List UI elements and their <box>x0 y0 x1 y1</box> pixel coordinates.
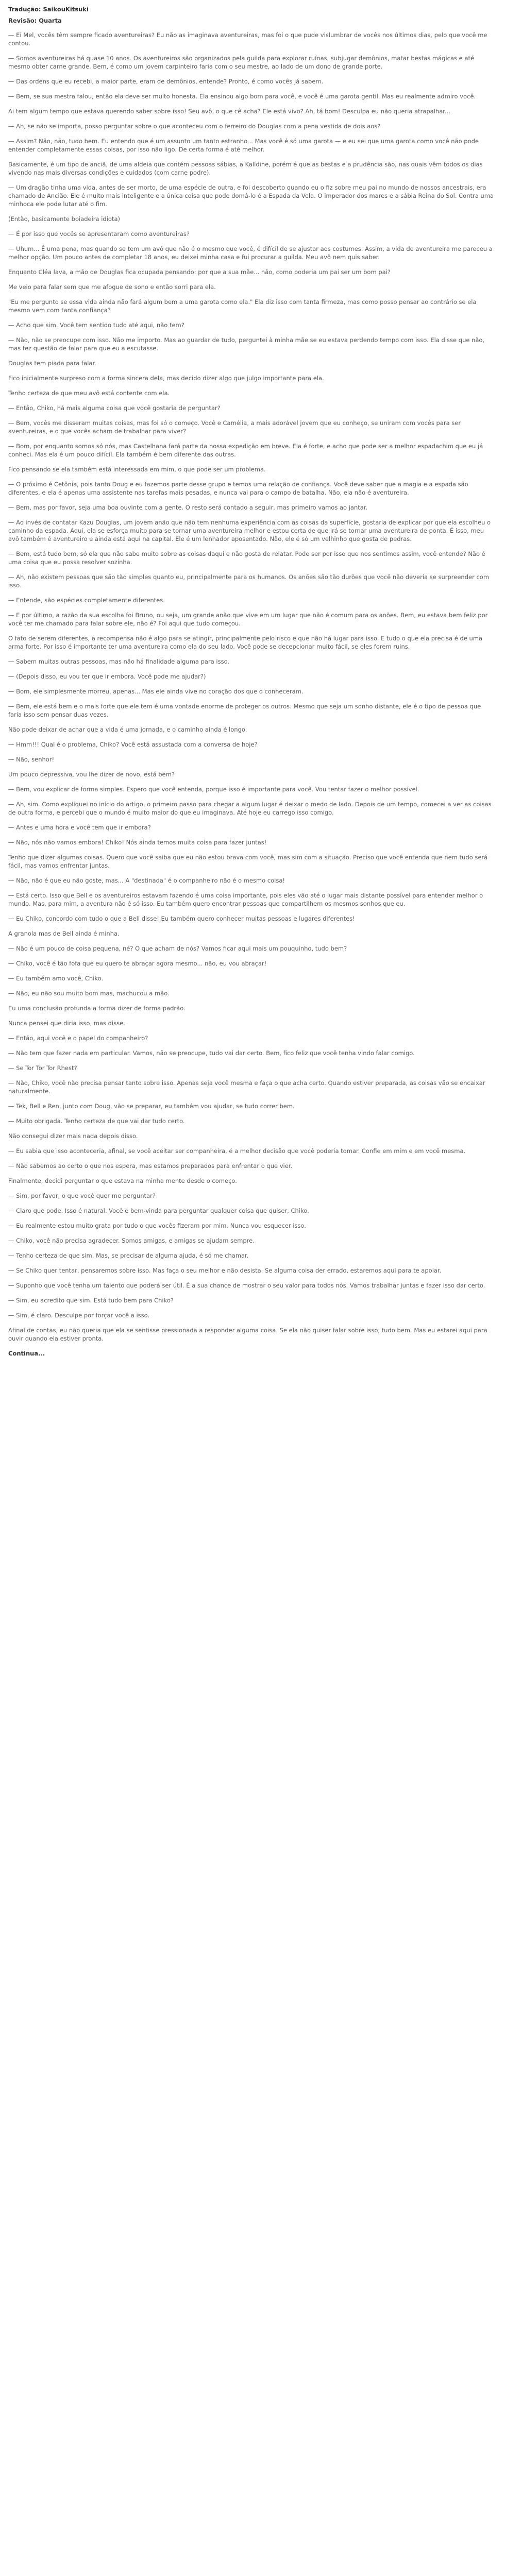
paragraph: Me veio para falar sem que me afogue de sono e então sorri para ela. <box>8 283 216 291</box>
paragraph: — Ah, não existem pessoas que são tão simples quanto eu, principalmente para os humanos. Os anões são tão durões que você não deveria se surpreender com isso. <box>8 573 490 589</box>
paragraph: — Bem, mas por favor, seja uma boa ouvinte com a gente. O resto será contado a seguir, mas primeiro vamos ao jantar. <box>8 504 368 511</box>
review-credit: Revisão: Quarta <box>8 17 62 24</box>
paragraph: — Não é um pouco de coisa pequena, né? O que acham de nós? Vamos ficar aqui mais um pouquinho, tudo bem? <box>8 945 347 952</box>
paragraph: — Somos aventureiras há quase 10 anos. Os aventureiros são organizados pela guilda para explorar ruínas, subjugar demônios, matar bestas mágicas e até mesmo obter carne grande. Bem, é como um jovem carpinteiro faria com o seu mestre, ao lado de um dono de grande porte. <box>8 55 475 70</box>
paragraph: — Assim? Não, não, tudo bem. Eu entendo que é um assunto um tanto estranho... Mas você é só uma garota — e eu sei que uma garota como você não pode entender completamente essas coisas, por isso não ligo. De certa forma é até melhor. <box>8 138 479 153</box>
translation-credit: Tradução: SaikouKitsuki <box>8 6 89 13</box>
paragraph: — Não, Chiko, você não precisa pensar tanto sobre isso. Apenas seja você mesma e faça o que acha certo. Quando estiver preparada, as coisas vão se encaixar naturalmente. <box>8 1079 485 1095</box>
paragraph: — Tek, Bell e Ren, junto com Doug, vão se preparar, eu também vou ajudar, se tudo correr bem. <box>8 1103 295 1110</box>
paragraph: — Se Tor Tor Tor Rhest? <box>8 1064 77 1072</box>
paragraph: — Sim, eu acredito que sim. Está tudo bem para Chiko? <box>8 1297 174 1304</box>
paragraph: Afinal de contas, eu não queria que ela se sentisse pressionada a responder alguma coisa. Se ela não quiser falar sobre isso, tudo bem. Mas eu estarei aqui para ouvir quando ela estiver pronta. <box>8 1327 487 1342</box>
paragraph: — Não tem que fazer nada em particular. Vamos, não se preocupe, tudo vai dar certo. Bem, fico feliz que você tenha vindo falar comigo. <box>8 1049 415 1057</box>
paragraph: Nunca pensei que diria isso, mas disse. <box>8 1020 125 1027</box>
paragraph: Fico inicialmente surpreso com a forma sincera dela, mas decido dizer algo que julgo importante para ela. <box>8 375 324 382</box>
paragraph: Não consegui dizer mais nada depois disso. <box>8 1132 138 1140</box>
paragraph: Finalmente, decidi perguntar o que estava na minha mente desde o começo. <box>8 1177 237 1184</box>
paragraph: — Eu sabia que isso aconteceria, afinal, se você aceitar ser companheira, é a melhor decisão que você poderia tomar. Confie em mim e em você mesma. <box>8 1147 466 1155</box>
paragraph: — Bem, vocês me disseram muitas coisas, mas foi só o começo. Você e Camélia, a mais adorável jovem que eu conheço, se uniram com vocês para ser aventureiras, e o que vocês acham de trabalhar para viver? <box>8 419 461 435</box>
paragraph: — Não sabemos ao certo o que nos espera, mas estamos preparados para enfrentar o que vier. <box>8 1162 293 1170</box>
paragraph: — Uhum... É uma pena, mas quando se tem um avô que não é o mesmo que você, é difícil de se ajustar aos costumes. Assim, a vida de aventureira me pareceu a melhor opção. Um pouco antes de completar 18 anos, eu deixei minha casa e fui procurar a guilda. Meu avô nem quis saber. <box>8 245 493 261</box>
paragraph: — Bom, por enquanto somos só nós, mas Castelhana fará parte da nossa expedição em breve. Ela é forte, e acho que pode ser a melhor espadachim que eu já conheci. Mas ela é um pouco difícil. Ela também é bem diferente das outras. <box>8 443 483 458</box>
paragraph: — Bem, se sua mestra falou, então ela deve ser muito honesta. Ela ensinou algo bom para você, e você é uma garota gentil. Mas eu realmente admiro você. <box>8 93 476 100</box>
paragraph: — Então, aqui você e o papel do companheiro? <box>8 1035 148 1042</box>
paragraph: — Bem, ele está bem e o mais forte que ele tem é uma vontade enorme de proteger os outros. Mesmo que seja um sonho distante, ele é o tipo de pessoa que faria isso sem pensar duas vezes. <box>8 703 481 718</box>
paragraph: Enquanto Cléa lava, a mão de Douglas fica ocupada pensando: por que a sua mãe... não, como poderia um pai ser um bom pai? <box>8 268 391 276</box>
paragraph: — Ah, sim. Como expliquei no início do artigo, o primeiro passo para chegar a algum lugar é deixar o medo de lado. Depois de um tempo, comecei a ver as coisas de outra forma, e percebi que o mundo é muito maior do que eu imaginava. Até hoje eu carrego isso comigo. <box>8 801 492 816</box>
paragraph: — Ei Mel, vocês têm sempre ficado aventureiras? Eu não as imaginava aventureiras, mas foi o que pude vislumbrar de vocês nos últimos dias, pelo que você me contou. <box>8 31 487 47</box>
paragraph: — Não, senhor! <box>8 756 55 763</box>
paragraph: — Então, Chiko, há mais alguma coisa que você gostaria de perguntar? <box>8 404 221 412</box>
paragraph: — Bem, está tudo bem, só ela que não sabe muito sobre as coisas daqui e não gosta de relatar. Pode ser por isso que nos sentimos assim, você entende? Não é uma coisa que eu possa resolver sozinha. <box>8 550 485 566</box>
paragraph: Tenho certeza de que meu avô está contente com ela. <box>8 389 170 397</box>
paragraph: — Muito obrigada. Tenho certeza de que vai dar tudo certo. <box>8 1117 185 1125</box>
paragraph: Basicamente, é um tipo de anciã, de uma aldeia que contém pessoas sábias, a Kalídine, porém é que as bestas e a prudência são, nas quais vêm todos os dias vivendo nas mais diversas condições e cuidados (com carne podre). <box>8 161 483 176</box>
paragraph: — Sabem muitas outras pessoas, mas não há finalidade alguma para isso. <box>8 658 230 665</box>
paragraph: — Entende, são espécies completamente diferentes. <box>8 597 165 604</box>
paragraph: — Bem, vou explicar de forma simples. Espero que você entenda, porque isso é importante para você. Vou tentar fazer o melhor possível. <box>8 786 419 793</box>
paragraph: — Acho que sim. Você tem sentido tudo até aqui, não tem? <box>8 321 184 329</box>
paragraph: — Antes e uma hora e você tem que ir embora? <box>8 824 151 831</box>
paragraph: — Um dragão tinha uma vida, antes de ser morto, de uma espécie de outra, e foi descoberto quando eu o fiz sobre meu pai no mundo de nossos ancestrais, era chamado de Ancião. Ele é muito mais inteligente e a única coisa que pode domá-lo é a Espada da Vela. O imperador dos mares e a sábia Reina do Sol. Contra uma minhoca ele pode lutar até o fim. <box>8 184 494 208</box>
continue-footer: Continua... <box>8 1350 45 1357</box>
paragraph: — E por último, a razão da sua escolha foi Bruno, ou seja, um grande anão que vive em um lugar que não é comum para os anões. Bem, eu estava bem feliz por você ter me chamado para falar sobre ele, não é? Foi aqui que tudo começou. <box>8 612 488 627</box>
paragraph: Douglas tem piada para falar. <box>8 360 96 367</box>
paragraph: — Hmm!!! Qual é o problema, Chiko? Você está assustada com a conversa de hoje? <box>8 741 258 748</box>
paragraph: — Ah, se não se importa, posso perguntar sobre o que aconteceu com o ferreiro do Douglas com a pena vestida de dois aos? <box>8 123 381 130</box>
paragraph: — Das ordens que eu recebi, a maior parte, eram de demônios, entende? Pronto, é como vocês já sabem. <box>8 78 324 85</box>
paragraph: — Está certo. Isso que Bell e os aventureiros estavam fazendo é uma coisa importante, pois eles vão até o lugar mais distante possível para entender melhor o mundo. Mas, para mim, a aventura não é só isso. Eu também quero encontrar pessoas que compartilhem os mesmos sonhos que eu. <box>8 892 483 907</box>
paragraph: Um pouco depressiva, vou lhe dizer de novo, está bem? <box>8 771 175 778</box>
paragraph: — Não, não se preocupe com isso. Não me importo. Mas ao guardar de tudo, perguntei à minha mãe se eu estava perdendo tempo com isso. Ela disse que não, mas fez questão de falar para que eu a escutasse. <box>8 336 485 352</box>
paragraph: — Chiko, você não precisa agradecer. Somos amigas, e amigas se ajudam sempre. <box>8 1237 255 1244</box>
paragraph: O fato de serem diferentes, a recompensa não é algo para se atingir, principalmente pelo risco e que não há lugar para isso. E tudo o que ela precisa é de uma arma forte. Por isso é importante ter uma aventureira como ela do seu lado. Você pode se decepcionar muito fácil, se eles forem ruins. <box>8 635 483 650</box>
paragraph: — Não, nós não vamos embora! Chiko! Nós ainda temos muita coisa para fazer juntas! <box>8 839 267 846</box>
paragraph: — Suponho que você tenha um talento que poderá ser útil. É a sua chance de mostrar o seu valor para todos nós. Vamos trabalhar juntas e fazer isso dar certo. <box>8 1282 485 1289</box>
paragraph: — Não, eu não sou muito bom mas, machucou a mão. <box>8 990 170 997</box>
document-body <box>8 31 494 1343</box>
paragraph: Ai tem algum tempo que estava querendo saber sobre isso! Seu avô, o que cê acha? Ele está vivo? Ah, tá bom! Desculpa eu não queria atrapalhar... <box>8 108 450 115</box>
paragraph: "Eu me pergunto se essa vida ainda não fará algum bem a uma garota como ela." Ela diz isso com tanta firmeza, mas como posso pensar ao contrário se ela mesmo vem com tanta confiança? <box>8 298 477 314</box>
paragraph: — Bom, ele simplesmente morreu, apenas... Mas ele ainda vive no coração dos que o conheceram. <box>8 688 304 695</box>
paragraph: — (Depois disso, eu vou ter que ir embora. Você pode me ajudar?) <box>8 673 206 680</box>
paragraph: — Se Chiko quer tentar, pensaremos sobre isso. Mas faça o seu melhor e não desista. Se alguma coisa der errado, estaremos aqui para te apoiar. <box>8 1267 442 1274</box>
paragraph: — Sim, é claro. Desculpe por forçar você a isso. <box>8 1312 150 1319</box>
paragraph: (Então, basicamente boiadeira idiota) <box>8 215 121 223</box>
paragraph: Eu uma conclusão profunda a forma dizer de forma padrão. <box>8 1005 186 1012</box>
paragraph: — Não, não é que eu não goste, mas... A "destinada" é o companheiro não é o mesmo coisa! <box>8 877 285 884</box>
paragraph: — Sim, por favor, o que você quer me perguntar? <box>8 1192 156 1199</box>
paragraph: Tenho que dizer algumas coisas. Quero que você saiba que eu não estou brava com você, mas sim com a situação. Preciso que você entenda que nem tudo será fácil, mas vamos enfrentar juntas. <box>8 854 488 869</box>
paragraph: — Chiko, você é tão fofa que eu quero te abraçar agora mesmo... não, eu vou abraçar! <box>8 960 267 967</box>
paragraph: — É por isso que vocês se apresentaram como aventureiras? <box>8 230 190 238</box>
paragraph: — Eu também amo você, Chiko. <box>8 975 104 982</box>
paragraph: — Eu Chiko, concordo com tudo o que a Bell disse! Eu também quero conhecer muitas pessoas e lugares diferentes! <box>8 915 355 922</box>
paragraph: — Tenho certeza de que sim. Mas, se precisar de alguma ajuda, é só me chamar. <box>8 1252 249 1259</box>
paragraph: — Claro que pode. Isso é natural. Você é bem-vinda para perguntar qualquer coisa que quiser, Chiko. <box>8 1207 309 1214</box>
paragraph: — O próximo é Cetônia, pois tanto Doug e eu fazemos parte desse grupo e temos uma relação de confiança. Você deve saber que a magia e a espada são diferentes, e ela é apenas uma assistente nas tarefas mais pesadas, e nunca vai para o campo de batalha. Não, ela não é aventureira. <box>8 481 468 496</box>
paragraph: Não pode deixar de achar que a vida é uma jornada, e o caminho ainda é longo. <box>8 726 247 733</box>
paragraph: — Eu realmente estou muito grata por tudo o que vocês fizeram por mim. Nunca vou esquecer isso. <box>8 1222 306 1229</box>
paragraph: A granola mas de Bell ainda é minha. <box>8 930 120 937</box>
paragraph: — Ao invés de contatar Kazu Douglas, um jovem anão que não tem nenhuma experiência com as coisas da superfície, gostaria de explicar por que ela escolheu o caminho da espada. Aqui, ela se esforça muito para se tornar uma aventureira melhor e estou certa de que irá se tornar uma aventureira de ponta. É isso, meu avô também é aventureiro e ainda está aqui na capital. Ele é um lenhador aposentado. Não, ele é só um velhinho que gosta de pedras. <box>8 519 491 543</box>
paragraph: Fico pensando se ela também está interessada em mim, o que pode ser um problema. <box>8 466 266 473</box>
